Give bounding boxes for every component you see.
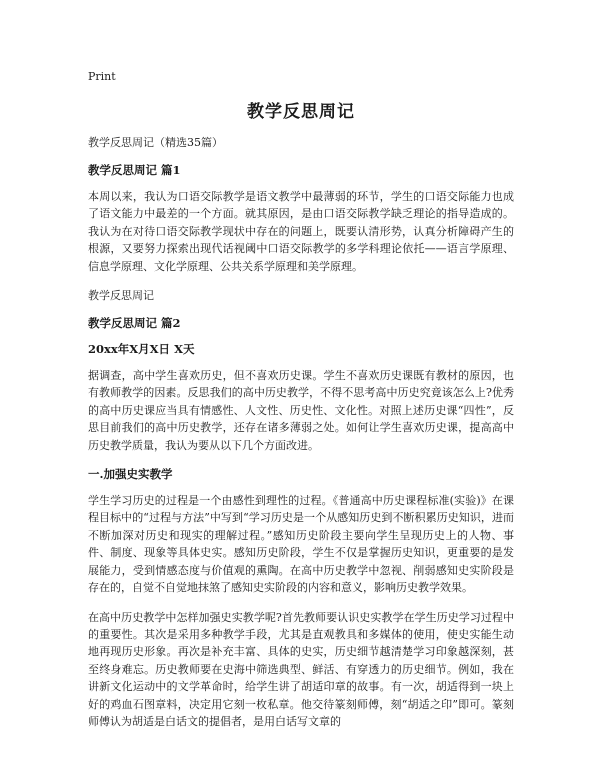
print-label[interactable]: Print xyxy=(88,70,116,83)
section2-paragraph-3: 在高中历史教学中怎样加强史实教学呢?首先教师要认识史实教学在学生历史学习过程中的重要性。其次是采用多种教学手段，尤其是直观教具和多媒体的使用，使史实能生动地再现历史形象。再次是补充丰富、具体的史实，历史细节越清楚学习印象越深刻，甚至终身难忘。历史教师要在史海中筛选典型、鲜活、有穿透力的历史细节。例如，我在讲新文化运动中的文学革命时，给学生讲了胡适印章的故事。有一次，胡适得到一块上好的鸡血石图章料，决定用它刻一枚私章。他交待篆刻师傅，刻“胡适之印”即可。篆刻师傅认为胡适是白话文的提倡者，是用白话写文章的 xyxy=(88,610,514,728)
document-page xyxy=(88,70,514,742)
section2-subheading: 一.加强史实教学 xyxy=(88,467,173,482)
section2-paragraph: 据调查，高中学生喜欢历史，但不喜欢历史课。学生不喜欢历史课既有教材的原因，也有教师教学的因素。反思我们的高中历史教学，不得不思考高中历史究竟该怎么上?优秀的高中历史课应当具有情感性、人文性、历史性、文化性。对照上述历史课“四性”，反思目前我们的高中历史教学，还存在诸多薄弱之处。如何让学生喜欢历史课，提高高中历史教学质量，我认为要从以下几个方面改进。 xyxy=(88,369,514,452)
document-subtitle: 教学反思周记（精选35篇） xyxy=(88,136,223,149)
section1-trailer: 教学反思周记 xyxy=(88,289,154,303)
section2-heading: 教学反思周记 篇2 xyxy=(88,316,181,331)
section1-paragraph: 本周以来，我认为口语交际教学是语文教学中最薄弱的环节，学生的口语交际能力也成了语文能力中最差的一个方面。就其原因，是由口语交际教学缺乏理论的指导造成的。我认为在对待口语交际教学现状中存在的问题上，既要认清形势，认真分析障碍产生的根源，又要努力探索出现代话视阈中口语交际教学的多学科理论依托——语言学原理、信息学原理、文化学原理、公共关系学原理和美学原理。 xyxy=(88,190,514,273)
section2-paragraph-2: 学生学习历史的过程是一个由感性到理性的过程。《普通高中历史课程标准(实验)》在课程目标中的“过程与方法”中写到“学习历史是一个从感知历史到不断积累历史知识，进而不断加深对历史和现实的理解过程。”感知历史阶段主要向学生呈现历史上的人物、事件、制度、现象等具体史实。感知历史阶段，学生不仅是掌握历史知识，更重要的是发展能力，受到情感态度与价值观的熏陶。在高中历史教学中忽视、削弱感知史实阶段是存在的，自觉不自觉地抹煞了感知史实阶段的内容和意义，影响历史教学效果。 xyxy=(88,494,514,595)
section1-heading: 教学反思周记 篇1 xyxy=(88,163,181,177)
section2-date: 20xx年X月X日 X天 xyxy=(88,342,195,357)
page-title: 教学反思周记 xyxy=(247,102,355,122)
